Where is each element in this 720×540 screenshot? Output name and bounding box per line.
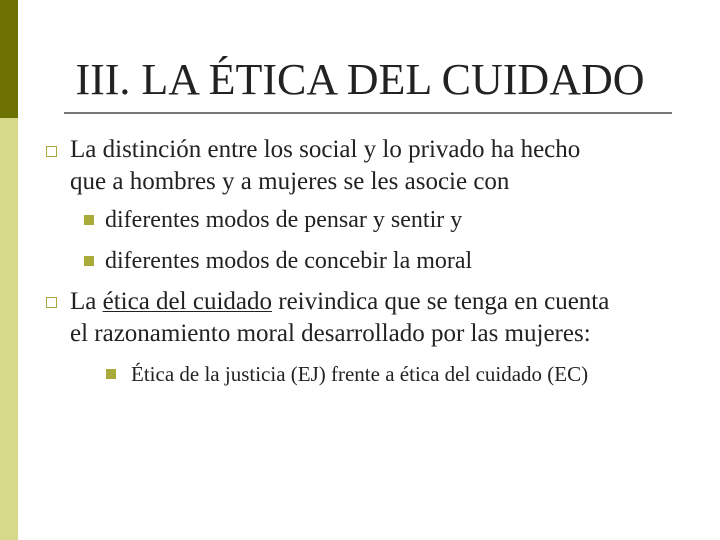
slide-title: III. LA ÉTICA DEL CUIDADO bbox=[75, 55, 645, 104]
bullet-2-suffix: reivindica que se tenga en cuenta bbox=[272, 288, 610, 315]
bullet-1-sub-1: diferentes modos de pensar y sentir y bbox=[105, 207, 463, 233]
bullet-2-line-1 bbox=[70, 286, 690, 318]
bullet-1-line-1: La distinción entre los social y lo privado ha hecho bbox=[70, 136, 581, 163]
side-band-dark bbox=[0, 0, 18, 118]
bullet-marker-hollow bbox=[46, 297, 57, 308]
bullet-2-sub-1: Ética de la justicia (EJ) frente a ética del cuidado (EC) bbox=[131, 362, 589, 386]
bullet-2-prefix: La bbox=[70, 288, 103, 315]
bullet-1-sub-2: diferentes modos de concebir la moral bbox=[105, 248, 473, 274]
title-divider bbox=[64, 112, 672, 114]
sub-bullet-marker-solid bbox=[84, 215, 94, 225]
bullet-1-line-2: que a hombres y a mujeres se les asocie con bbox=[70, 168, 510, 195]
side-accent-band bbox=[0, 0, 18, 540]
bullet-2-underlined-term: ética del cuidado bbox=[102, 288, 272, 315]
side-band-light bbox=[0, 118, 18, 540]
bullet-marker-hollow bbox=[46, 146, 57, 157]
bullet-2-line-2: el razonamiento moral desarrollado por las mujeres: bbox=[70, 320, 591, 347]
sub-bullet-marker-solid bbox=[106, 369, 116, 379]
sub-bullet-marker-solid bbox=[84, 256, 94, 266]
